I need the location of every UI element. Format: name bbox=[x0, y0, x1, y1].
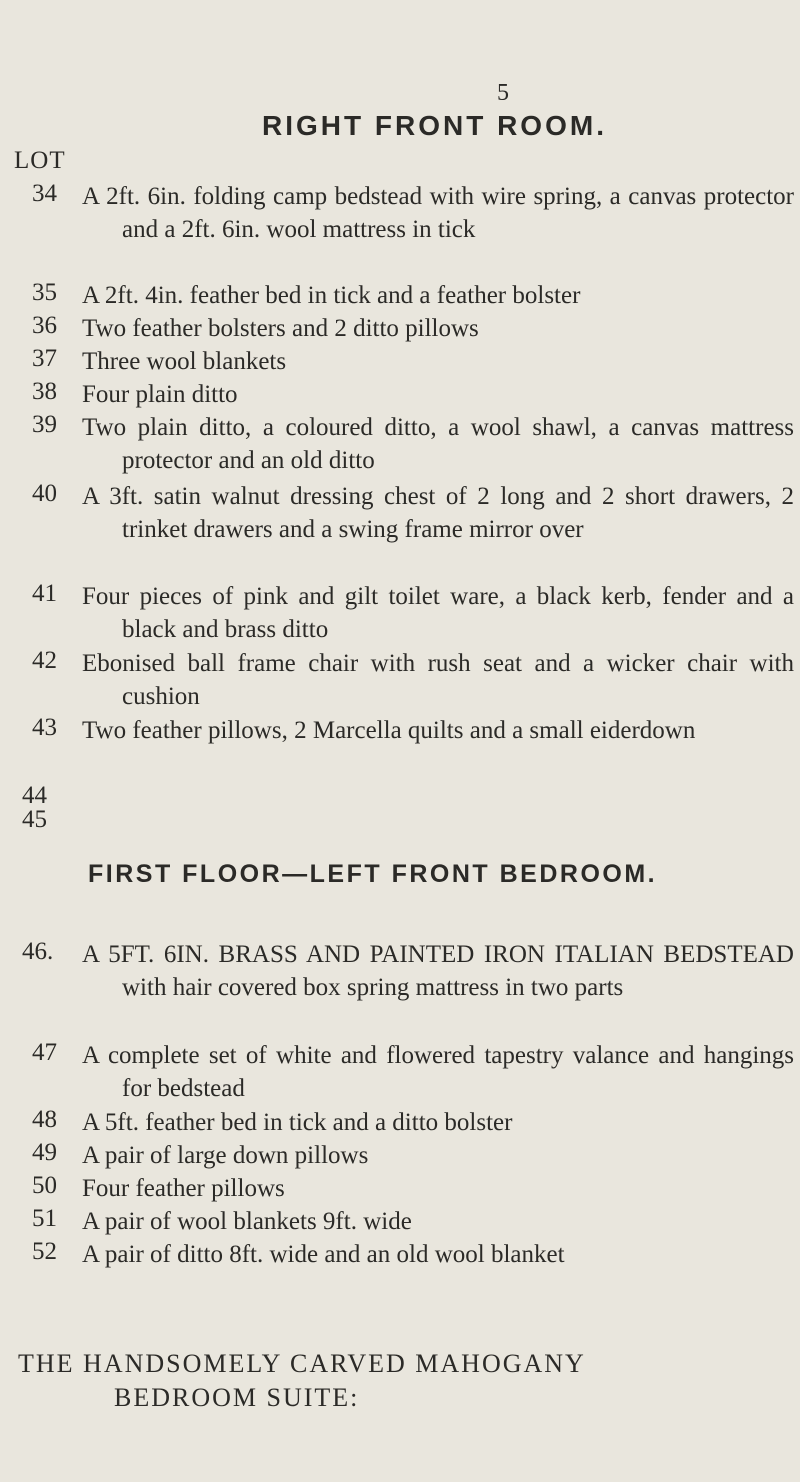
lot-description: A pair of large down pillows bbox=[82, 1142, 369, 1169]
section-heading-first-floor-left-front-bedroom: FIRST FLOOR—LEFT FRONT BEDROOM. bbox=[88, 860, 658, 888]
lot-description: A 2ft. 4in. feather bed in tick and a feather bolster bbox=[82, 282, 581, 309]
suite-heading bbox=[18, 1347, 798, 1415]
lot-number: 39 bbox=[32, 411, 57, 438]
lot-number: 45 bbox=[22, 806, 47, 833]
lot-column-label: LOT bbox=[14, 147, 66, 174]
lot-number: 36 bbox=[32, 312, 57, 339]
lot-number: 35 bbox=[32, 279, 57, 306]
lot-description: Two feather pillows, 2 Marcella quilts and a small eiderdown bbox=[82, 717, 696, 744]
suite-heading-line-1: THE HANDSOMELY CARVED MAHOGANY bbox=[18, 1349, 586, 1378]
lot-description: Three wool blankets bbox=[82, 348, 287, 375]
lot-number: 49 bbox=[32, 1139, 57, 1166]
lot-description: A 2ft. 6in. folding camp bedstead with wire spring, a canvas protector and a 2ft. 6in. wool mattress in tick bbox=[82, 183, 794, 243]
section-heading-right-front-room: RIGHT FRONT ROOM. bbox=[262, 110, 607, 141]
lot-number: 40 bbox=[32, 480, 57, 507]
page-number: 5 bbox=[497, 80, 509, 106]
lot-description: Four plain ditto bbox=[82, 381, 238, 408]
lot-number: 38 bbox=[32, 378, 57, 405]
lot-number: 42 bbox=[32, 647, 57, 674]
lot-description: A 5FT. 6IN. BRASS AND PAINTED IRON ITALIAN BEDSTEAD with hair covered box spring mattress in two parts bbox=[82, 941, 794, 1001]
lot-number: 52 bbox=[32, 1238, 57, 1265]
lot-description: Two feather bolsters and 2 ditto pillows bbox=[82, 315, 479, 342]
lot-number: 51 bbox=[32, 1205, 57, 1232]
lot-number: 44 bbox=[22, 782, 47, 809]
lot-number: 43 bbox=[32, 714, 57, 741]
lot-number: 47 bbox=[32, 1039, 57, 1066]
lot-description: A pair of ditto 8ft. wide and an old wool blanket bbox=[82, 1241, 565, 1268]
lot-description: A complete set of white and flowered tapestry valance and hangings for bedstead bbox=[82, 1042, 794, 1102]
lot-description: A 3ft. satin walnut dressing chest of 2 long and 2 short drawers, 2 trinket drawers and a swing frame mirror over bbox=[82, 483, 794, 543]
lot-description: A 5ft. feather bed in tick and a ditto bolster bbox=[82, 1109, 513, 1136]
lot-number: 50 bbox=[32, 1172, 57, 1199]
lot-description: Four pieces of pink and gilt toilet ware, a black kerb, fender and a black and brass ditto bbox=[82, 583, 794, 643]
lot-description: Four feather pillows bbox=[82, 1175, 285, 1202]
suite-heading-line-2: BEDROOM SUITE: bbox=[114, 1383, 360, 1412]
lot-number: 34 bbox=[32, 180, 57, 207]
lot-number: 37 bbox=[32, 345, 57, 372]
lot-number: 46. bbox=[22, 938, 54, 965]
lot-description: Ebonised ball frame chair with rush seat and a wicker chair with cushion bbox=[82, 650, 794, 710]
lot-number: 41 bbox=[32, 580, 57, 607]
lot-number: 48 bbox=[32, 1106, 57, 1133]
lot-description: A pair of wool blankets 9ft. wide bbox=[82, 1208, 412, 1235]
lot-description: Two plain ditto, a coloured ditto, a wool shawl, a canvas mattress protector and an old ditto bbox=[82, 414, 794, 474]
